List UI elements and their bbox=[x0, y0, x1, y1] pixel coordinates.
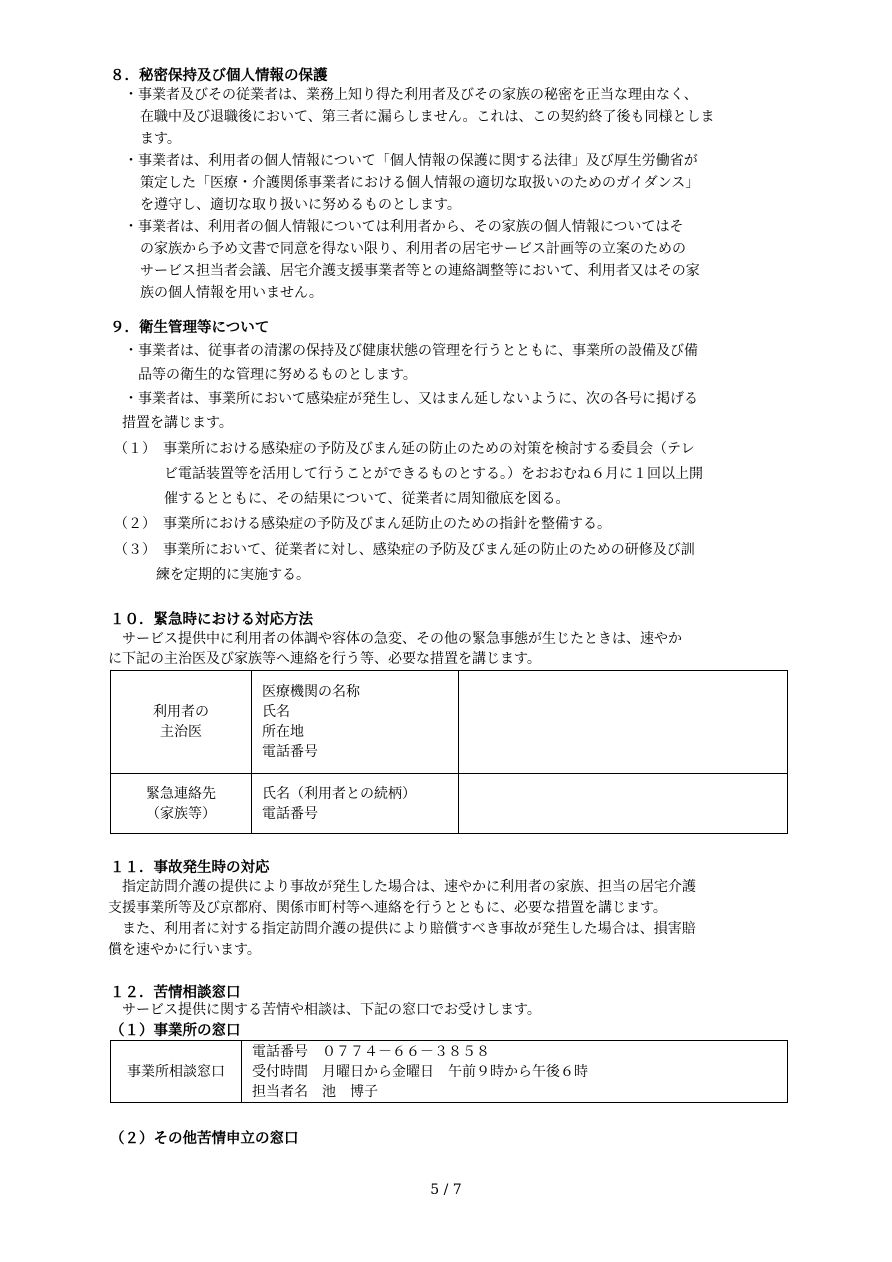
sec8-bullet3-line2: の家族から予め文書で同意を得ない限り、利用者の居宅サービス計画等の立案のための bbox=[140, 241, 686, 257]
sec8-bullet1-line1: ・事業者及びその従業者は、業務上知り得た利用者及びその家族の秘密を正当な理由なく、 bbox=[124, 87, 698, 103]
field-address: 所在地 bbox=[262, 724, 304, 740]
field-contact-phone: 電話番号 bbox=[262, 805, 318, 822]
sec11-text-line4: 償を速やかに行います。 bbox=[108, 942, 261, 958]
emergency-contact-fields bbox=[252, 774, 459, 834]
sec12-text: サービス提供に関する苦情や相談は、下記の窓口でお受けします。 bbox=[108, 1002, 541, 1018]
section-11-heading: １１．事故発生時の対応 bbox=[110, 860, 270, 876]
page-number: 5 / 7 bbox=[430, 1182, 462, 1198]
section-8-heading: ８．秘密保持及び個人情報の保護 bbox=[110, 68, 328, 84]
office-hours: 受付時間 月曜日から金曜日 午前９時から午後６時 bbox=[252, 1063, 588, 1080]
sec8-bullet3-line4: 族の個人情報を用いません。 bbox=[140, 285, 323, 301]
sec11-text-line2: 支援事業所等及び京都府、関係市町村等へ連絡を行うとともに、必要な措置を講じます。 bbox=[108, 900, 667, 916]
primary-doctor-label bbox=[111, 671, 252, 774]
sec9-item1-line1: （１） 事業所における感染症の予防及びまん延の防止のための対策を検討する委員会（テレ bbox=[114, 441, 695, 457]
primary-doctor-label-line2: 主治医 bbox=[160, 724, 202, 740]
sec8-bullet2-line2: 策定した「医療・介護関係事業者における個人情報の適切な取扱いのためのガイダンス」 bbox=[140, 175, 700, 191]
sec12-sub1-heading: （１）事業所の窓口 bbox=[110, 1023, 241, 1039]
field-contact-name: 氏名（利用者との続柄） bbox=[262, 785, 416, 802]
office-contact-table bbox=[110, 1040, 788, 1103]
sec9-bullet2-line1: ・事業者は、事業所において感染症が発生し、又はまん延しないように、次の各号に掲げる bbox=[124, 391, 698, 407]
sec9-item3-line1: （３） 事業所において、従業者に対し、感染症の予防及びまん延の防止のための研修及び訓 bbox=[114, 542, 695, 558]
field-name: 氏名 bbox=[262, 704, 290, 720]
sec10-text-line1: サービス提供中に利用者の体調や容体の急変、その他の緊急事態が生じたときは、速やか bbox=[108, 631, 682, 647]
sec9-item3-line2: 練を定期的に実施する。 bbox=[156, 567, 310, 583]
emergency-contact-label-line2: （家族等） bbox=[146, 805, 216, 822]
field-phone: 電話番号 bbox=[262, 744, 318, 760]
primary-doctor-value bbox=[459, 671, 788, 774]
emergency-contact-label bbox=[111, 774, 252, 834]
emergency-contact-value bbox=[459, 774, 788, 834]
sec11-text-line1: 指定訪問介護の提供により事故が発生した場合は、速やかに利用者の家族、担当の居宅介護 bbox=[108, 879, 696, 895]
sec8-bullet1-line3: ます。 bbox=[140, 131, 181, 147]
section-10-heading: １０．緊急時における対応方法 bbox=[110, 612, 313, 628]
sec9-bullet1-line2: 品等の衛生的な管理に努めるものとします。 bbox=[138, 367, 417, 383]
office-phone: 電話番号 ０７７４－６６－３８５８ bbox=[252, 1043, 490, 1060]
field-institution: 医療機関の名称 bbox=[262, 684, 360, 700]
sec9-item1-line2: ビ電話装置等を活用して行うことができるものとする。）をおおむね６月に１回以上開 bbox=[164, 466, 703, 482]
sec8-bullet1-line2: 在職中及び退職後において、第三者に漏らしません。これは、この契約終了後も同様としま bbox=[140, 109, 715, 125]
section-12-heading: １２．苦情相談窓口 bbox=[110, 985, 241, 1001]
sec8-bullet3-line1: ・事業者は、利用者の個人情報については利用者から、その家族の個人情報についてはそ bbox=[124, 219, 684, 235]
emergency-contact-label-line1: 緊急連絡先 bbox=[146, 785, 216, 802]
sec10-text-line2: に下記の主治医及び家族等へ連絡を行う等、必要な措置を講じます。 bbox=[108, 651, 541, 667]
sec11-text-line3: また、利用者に対する指定訪問介護の提供により賠償すべき事故が発生した場合は、損害賠 bbox=[108, 921, 696, 937]
primary-doctor-fields bbox=[252, 671, 459, 774]
table-row bbox=[111, 1041, 788, 1103]
sec12-sub2-heading: （２）その他苦情申立の窓口 bbox=[110, 1131, 299, 1147]
sec9-item1-line3: 催するとともに、その結果について、従業者に周知徹底を図る。 bbox=[164, 491, 570, 507]
sec9-bullet1-line1: ・事業者は、従事者の清潔の保持及び健康状態の管理を行うとともに、事業所の設備及び備 bbox=[124, 343, 698, 359]
sec8-bullet3-line3: サービス担当者会議、居宅介護支援事業者等との連絡調整等において、利用者又はその家 bbox=[140, 263, 700, 279]
primary-doctor-label-line1: 利用者の bbox=[153, 704, 209, 720]
sec8-bullet2-line3: を遵守し、適切な取り扱いに努めるものとします。 bbox=[140, 197, 461, 213]
sec9-item2: （２） 事業所における感染症の予防及びまん延防止のための指針を整備する。 bbox=[114, 516, 611, 532]
office-contact-label: 事業所相談窓口 bbox=[111, 1041, 242, 1103]
table-row bbox=[111, 774, 788, 834]
section-9-heading: ９．衛生管理等について bbox=[110, 320, 270, 336]
office-contact-details bbox=[242, 1041, 788, 1103]
sec8-bullet2-line1: ・事業者は、利用者の個人情報について「個人情報の保護に関する法律」及び厚生労働省が bbox=[124, 153, 698, 169]
sec9-bullet2-line2: 措置を講じます。 bbox=[122, 415, 233, 431]
office-person: 担当者名 池 博子 bbox=[252, 1083, 378, 1100]
emergency-contact-table bbox=[110, 670, 788, 834]
table-row bbox=[111, 671, 788, 774]
